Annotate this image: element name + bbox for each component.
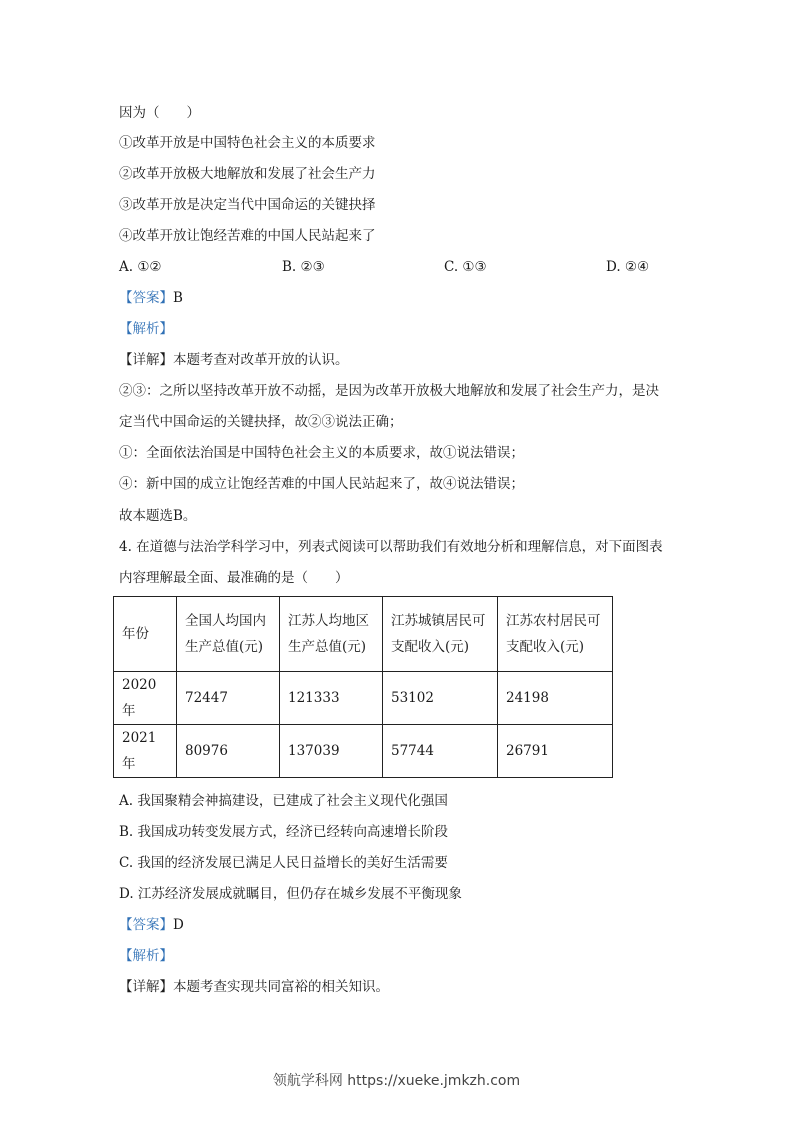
q4-option-d: D. 江苏经济发展成就瞩目，但仍存在城乡发展不平衡现象 (119, 886, 462, 902)
table-cell: 24198 (498, 672, 613, 725)
q3-item-3: ③改革开放是决定当代中国命运的关键抉择 (119, 197, 376, 213)
answer-value: B (173, 290, 183, 306)
header-line2: 支配收入(元) (391, 639, 470, 655)
table-header-cell (280, 597, 383, 672)
table-cell: 57744 (383, 725, 498, 778)
q3-explain-1: ②③：之所以坚持改革开放不动摇，是因为改革开放极大地解放和发展了社会生产力，是决 (119, 383, 659, 399)
q3-item-4: ④改革开放让饱经苦难的中国人民站起来了 (119, 228, 376, 244)
q4-stem-line1: 4. 在道德与法治学科学习中，列表式阅读可以帮助我们有效地分析和理解信息，对下面图表 (119, 539, 663, 555)
table-header-cell (383, 597, 498, 672)
table-cell: 72447 (177, 672, 280, 725)
table-header-cell (177, 597, 280, 672)
q3-option-a: A. ①② (119, 259, 162, 275)
header-line1: 江苏城镇居民可 (391, 613, 486, 629)
q4-option-b: B. 我国成功转变发展方式，经济已经转向高速增长阶段 (119, 824, 449, 840)
table-cell: 2021年 (114, 725, 177, 778)
table-row (114, 672, 613, 725)
table-header-cell (498, 597, 613, 672)
q3-item-1: ①改革开放是中国特色社会主义的本质要求 (119, 135, 376, 151)
answer-tag: 【答案】 (119, 290, 173, 306)
table-header-cell (114, 597, 177, 672)
q4-analysis-tag: 【解析】 (119, 948, 173, 964)
q3-detail: 【详解】本题考查对改革开放的认识。 (119, 352, 349, 368)
q3-option-c: C. ①③ (444, 259, 487, 275)
income-table (113, 596, 613, 778)
table-cell: 121333 (280, 672, 383, 725)
q3-option-d: D. ②④ (606, 259, 650, 275)
q4-answer-line (119, 915, 184, 935)
answer-value: D (173, 917, 184, 933)
header-line2: 生产总值(元) (185, 639, 264, 655)
q4-detail: 【详解】本题考查实现共同富裕的相关知识。 (119, 979, 389, 995)
table-cell: 137039 (280, 725, 383, 778)
table-cell: 26791 (498, 725, 613, 778)
answer-tag: 【答案】 (119, 917, 173, 933)
header-year: 年份 (122, 626, 149, 642)
q3-explain-4: ④：新中国的成立让饱经苦难的中国人民站起来了，故④说法错误； (119, 476, 524, 492)
table-cell: 80976 (177, 725, 280, 778)
header-line2: 生产总值(元) (288, 639, 367, 655)
q3-explain-5: 故本题选B。 (119, 508, 197, 524)
q3-option-b: B. ②③ (282, 259, 325, 275)
q3-analysis-tag: 【解析】 (119, 321, 173, 337)
q3-item-2: ②改革开放极大地解放和发展了社会生产力 (119, 166, 376, 182)
header-line2: 支配收入(元) (506, 639, 585, 655)
table-cell: 53102 (383, 672, 498, 725)
q3-explain-3: ①：全面依法治国是中国特色社会主义的本质要求，故①说法错误； (119, 445, 524, 461)
table-cell: 2020年 (114, 672, 177, 725)
page-footer-watermark: 领航学科网 https://xueke.jmkzh.com (272, 1073, 521, 1089)
q3-stem: 因为（ ） (119, 105, 200, 121)
q3-answer-line (119, 288, 183, 308)
q4-option-c: C. 我国的经济发展已满足人民日益增长的美好生活需要 (119, 855, 448, 871)
q4-stem-line2: 内容理解最全面、最准确的是（ ） (119, 570, 349, 586)
q3-explain-2: 定当代中国命运的关键抉择，故②③说法正确； (119, 414, 403, 430)
table-row (114, 725, 613, 778)
header-line1: 江苏人均地区 (288, 613, 369, 629)
q4-option-a: A. 我国聚精会神搞建设，已建成了社会主义现代化强国 (119, 793, 448, 809)
table-header-row (114, 597, 613, 672)
header-line1: 江苏农村居民可 (506, 613, 601, 629)
header-line1: 全国人均国内 (185, 613, 266, 629)
